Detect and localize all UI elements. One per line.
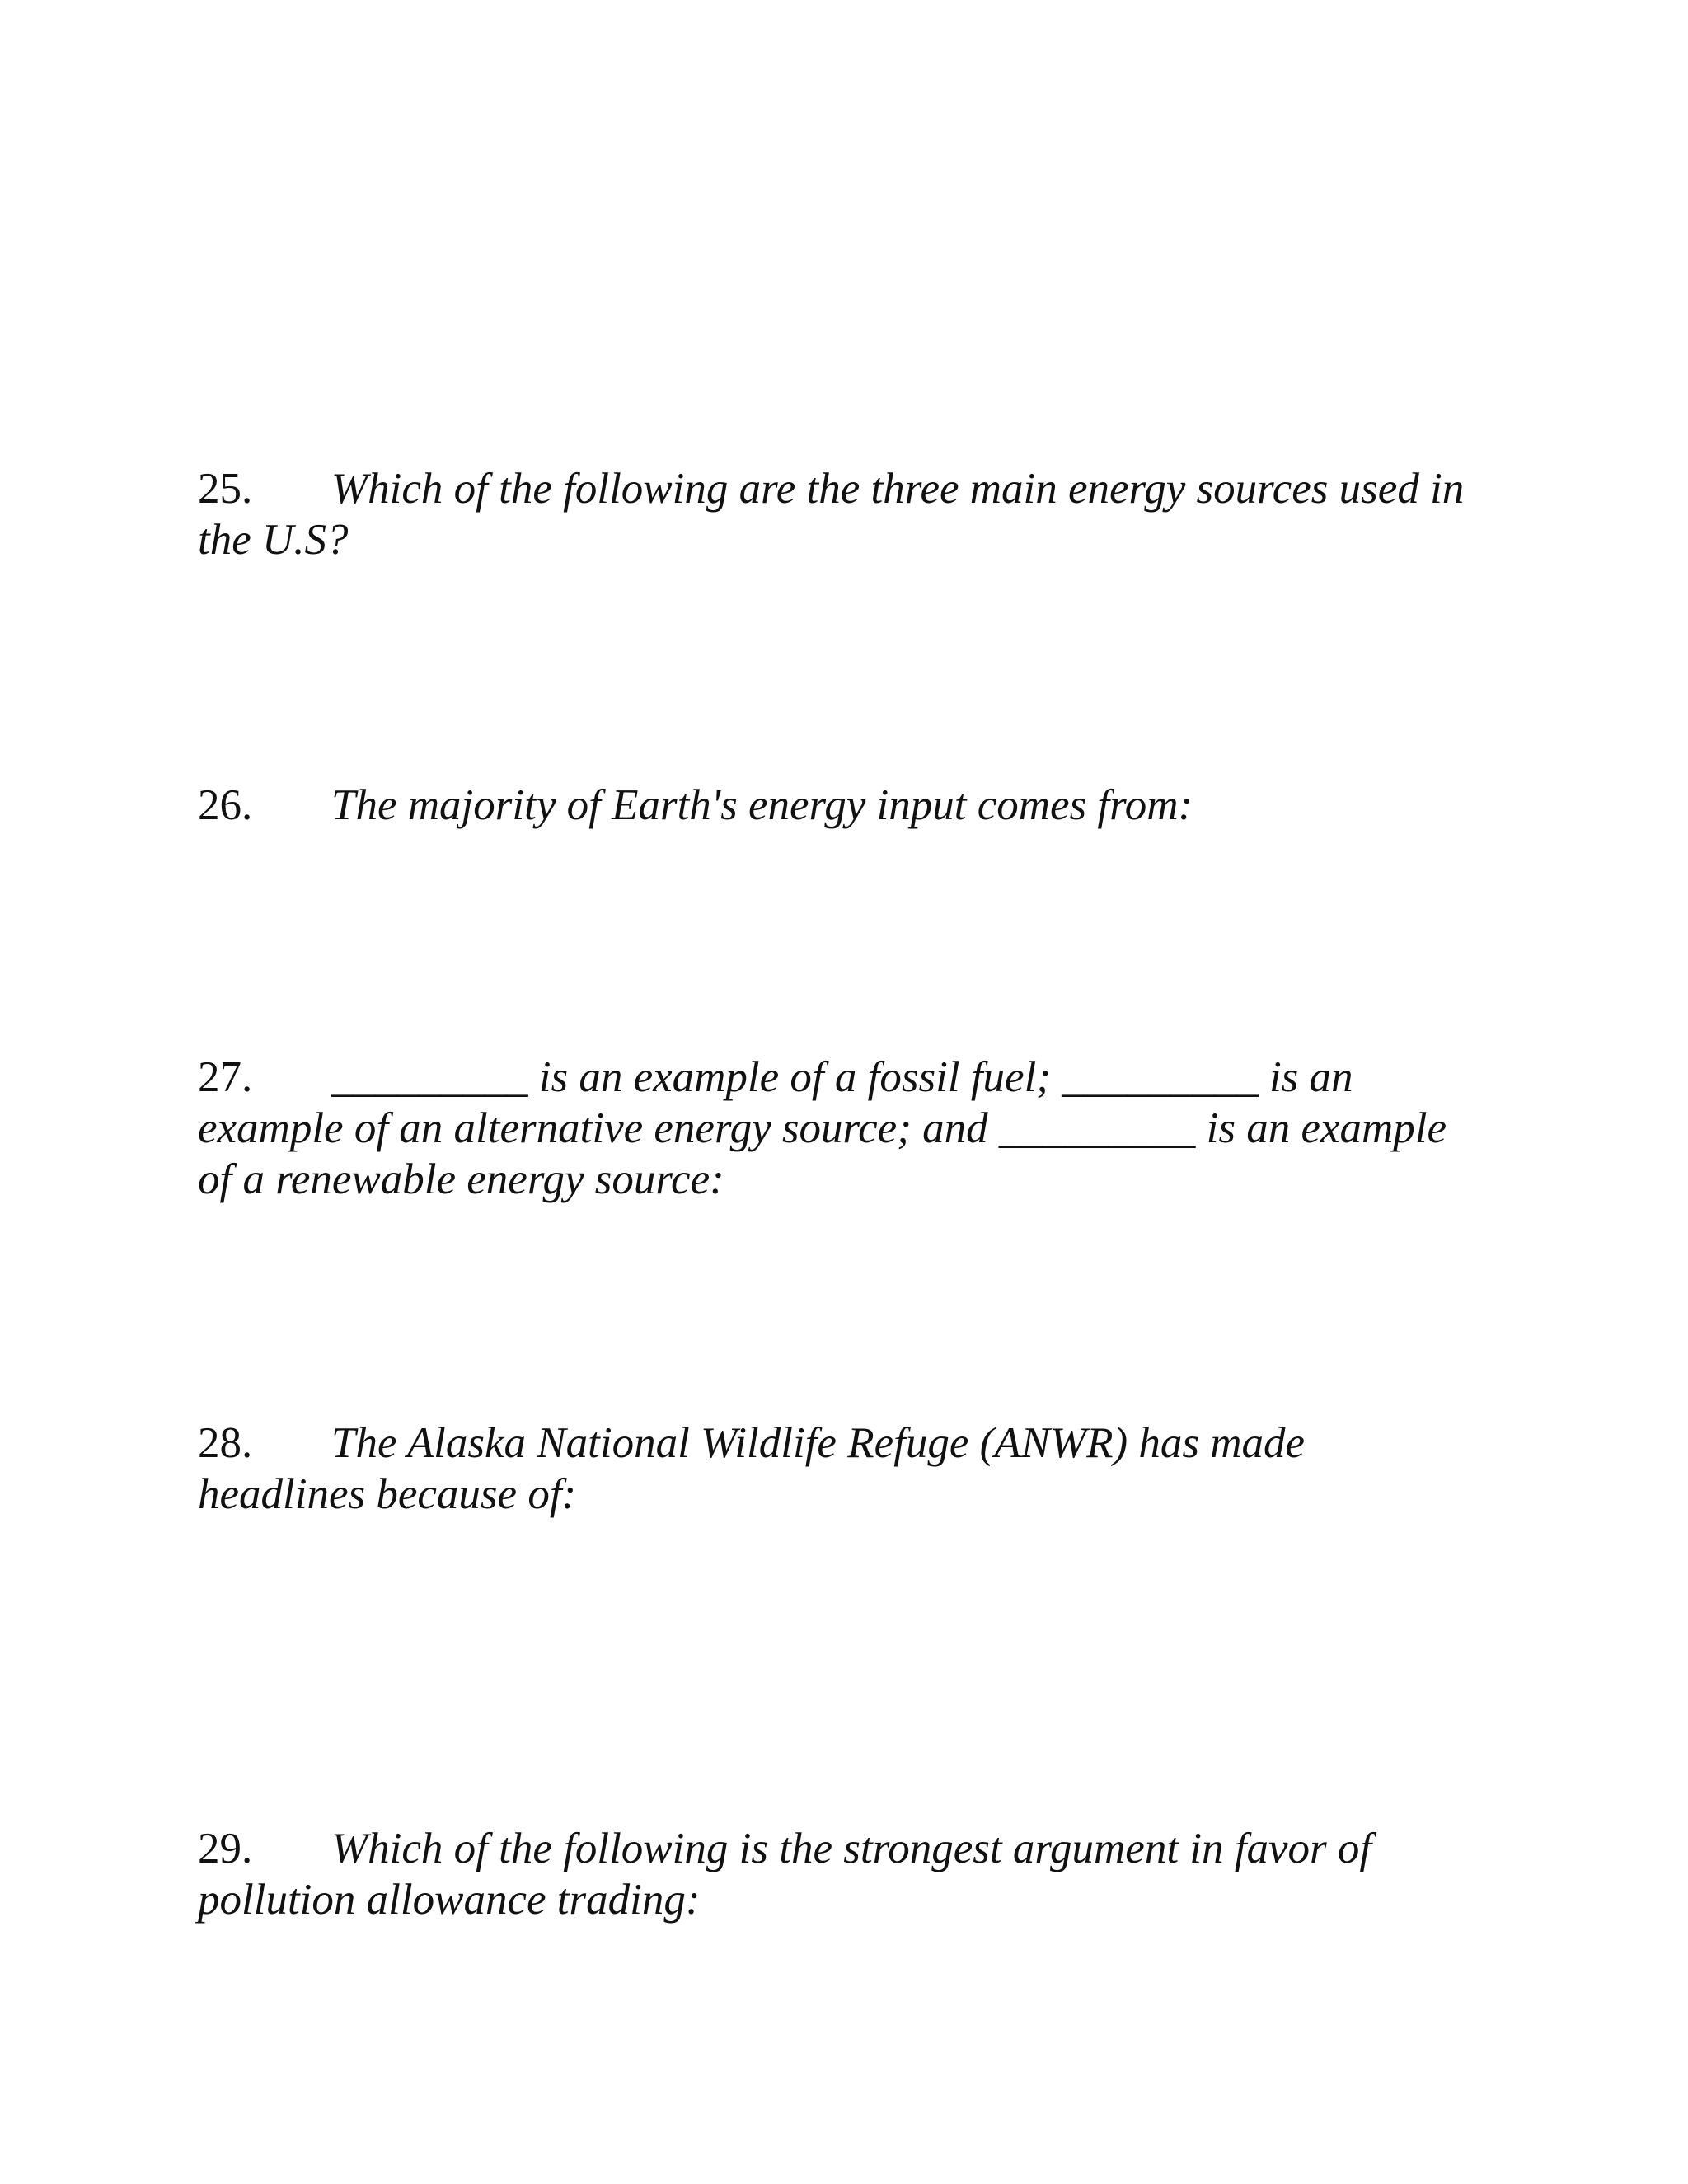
question-text: The Alaska National Wildlife Refuge (ANWR) has made (331, 1419, 1306, 1467)
question-26 (198, 780, 1500, 831)
question-text: headlines because of: (198, 1470, 577, 1518)
question-line (198, 1052, 1500, 1103)
question-text: the U.S? (198, 516, 349, 564)
question-number: 28. (198, 1419, 253, 1467)
question-line (198, 463, 1500, 514)
question-text: pollution allowance trading: (198, 1876, 701, 1924)
question-25 (198, 463, 1500, 565)
question-text: Which of the following is the strongest argument in favor of (331, 1825, 1372, 1872)
question-number: 27. (198, 1053, 253, 1101)
question-number: 29. (198, 1825, 253, 1872)
question-text: of a renewable energy source: (198, 1155, 724, 1203)
question-number: 26. (198, 781, 253, 829)
question-line (198, 780, 1500, 831)
question-29 (198, 1823, 1500, 1925)
question-text: The majority of Earth's energy input comes from: (331, 781, 1193, 829)
question-text: example of an alternative energy source; and _________ is an example (198, 1104, 1447, 1152)
question-line (198, 1823, 1500, 1874)
question-number: 25. (198, 465, 253, 513)
question-28 (198, 1418, 1500, 1520)
question-text: Which of the following are the three main energy sources used in (331, 465, 1465, 513)
question-27 (198, 1052, 1500, 1205)
question-text: _________ is an example of a fossil fuel; _________ is an (331, 1053, 1353, 1101)
question-line (198, 1418, 1500, 1469)
